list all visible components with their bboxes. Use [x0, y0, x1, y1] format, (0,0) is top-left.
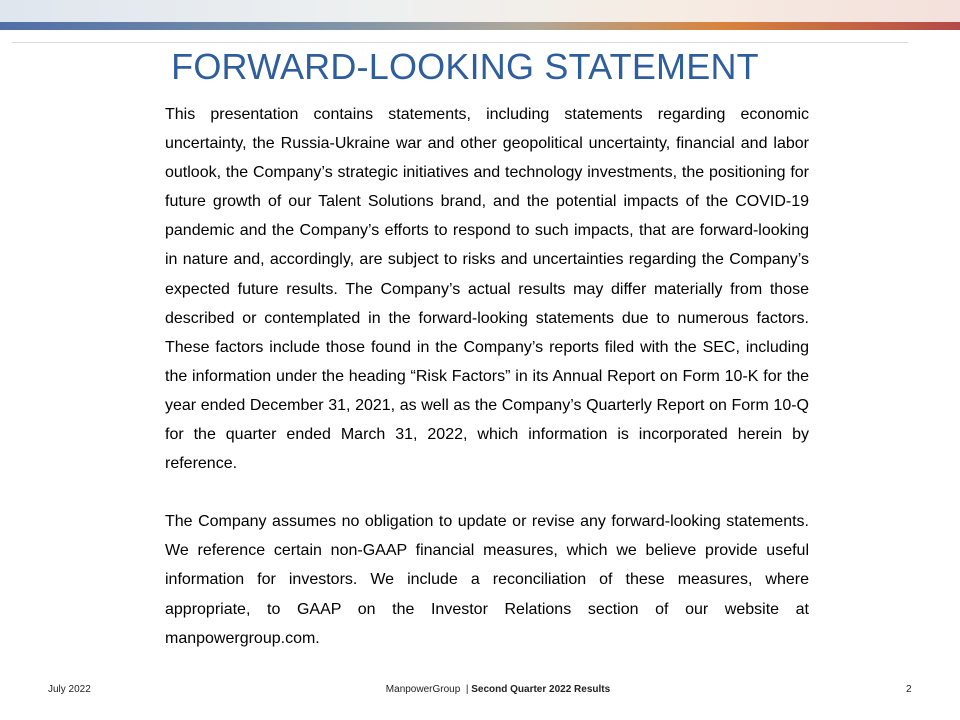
header-gradient-fade — [0, 0, 960, 24]
footer-date: July 2022 — [48, 684, 91, 695]
header-color-band — [0, 22, 960, 30]
statement-paragraph-1: This presentation contains statements, including statements regarding economic uncertainty, the Russia-Ukraine war and other geopolitical uncertainty, financial and labor outlook, the Company’s strategic initiatives and technology investments, the positioning for future growth of our Talent Solutions brand, and the potential impacts of the COVID-19 pandemic and the Company’s efforts to respond to such impacts, that are forward-looking in nature and, accordingly, are subject to risks and uncertainties regarding the Company’s expected future results. The Company’s actual results may differ materially from those described or contemplated in the forward-looking statements due to numerous factors. These factors include those found in the Company’s reports filed with the SEC, including the information under the heading “Risk Factors” in its Annual Report on Form 10-K for the year ended December 31, 2021, as well as the Company’s Quarterly Report on Form 10-Q for the quarter ended March 31, 2022, which information is incorporated herein by reference. — [165, 106, 809, 473]
paragraph-spacer — [165, 478, 809, 507]
footer-company: ManpowerGroup — [385, 684, 461, 695]
header-divider — [12, 42, 908, 43]
page-number: 2 — [906, 684, 912, 695]
footer-report-title: Second Quarter 2022 Results — [471, 684, 611, 695]
statement-paragraph-2: The Company assumes no obligation to update or revise any forward-looking statements. We reference certain non-GAAP financial measures, which we believe provide useful information for investors. We include a reconciliation of these measures, where appropriate, to GAAP on the Investor Relations section of our website at manpowergroup.com. — [165, 513, 809, 647]
footer-title — [0, 684, 960, 695]
footer-separator: | — [465, 684, 469, 695]
slide-title: FORWARD-LOOKING STATEMENT — [171, 46, 759, 87]
statement-body — [165, 100, 809, 653]
